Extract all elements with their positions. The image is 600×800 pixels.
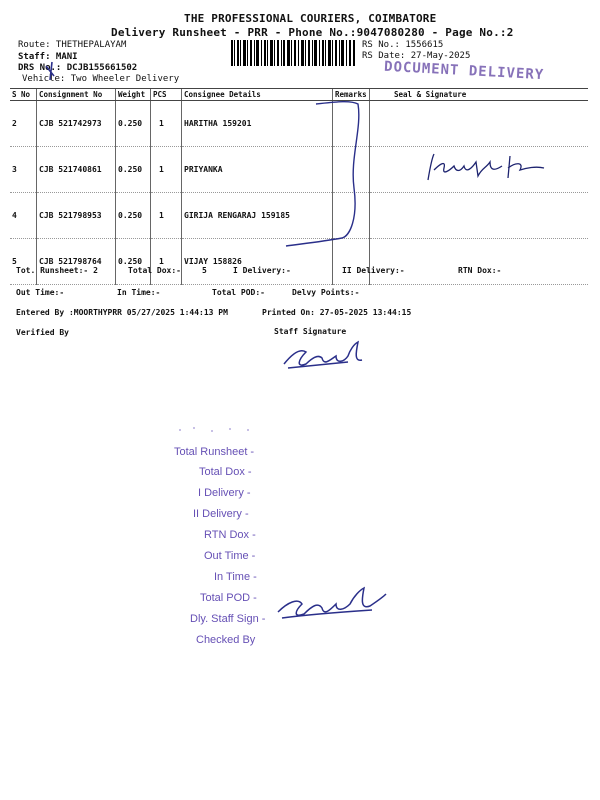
out-time-label: Out Time:-	[16, 288, 65, 297]
cell-seal-signature	[370, 193, 589, 239]
header-seal-signature: Seal & Signature	[370, 89, 589, 101]
cell-seal-signature	[370, 239, 589, 285]
header-weight: Weight	[116, 89, 151, 101]
recipient-signature-icon	[420, 150, 570, 190]
stamp-rtn-dox: RTN Dox -	[204, 529, 256, 541]
entered-by: Entered By :MOORTHYPRR 05/27/2025 1:44:13 PM	[16, 308, 228, 317]
drs-label: DRS No.: DCJB155661502	[18, 63, 138, 73]
delvy-points-label: Delvy Points:-	[292, 288, 360, 297]
stamp-i-delivery: I Delivery -	[198, 487, 251, 499]
stamp-checked-by: Checked By	[196, 634, 256, 646]
cell-consignment: CJB 521740861	[37, 147, 116, 193]
runsheet-subtitle: Delivery Runsheet - PRR - Phone No.:9047080280 - Page No.:2	[111, 26, 514, 39]
cell-sno: 4	[10, 193, 37, 239]
i-delivery-label: I Delivery:-	[233, 266, 291, 275]
cell-consignment: CJB 521798764	[37, 239, 116, 285]
header-consignee: Consignee Details	[182, 89, 333, 101]
barcode	[231, 40, 355, 66]
cell-weight: 0.250	[116, 239, 151, 285]
cell-pcs: 1	[151, 147, 182, 193]
header-remarks: Remarks	[333, 89, 370, 101]
stamp-out-time: Out Time -	[204, 550, 256, 562]
cell-pcs: 1	[151, 239, 182, 285]
total-pod-label: Total POD:-	[212, 288, 265, 297]
stamp-smudge-icon	[172, 420, 282, 440]
rs-number: RS No.: 1556615	[362, 40, 444, 50]
cell-sno: 2	[10, 101, 37, 147]
stamp-total-pod: Total POD -	[200, 592, 257, 604]
tick-mark-icon	[42, 60, 66, 82]
cell-pcs: 1	[151, 101, 182, 147]
route-label: Route: THETHEPALAYAM	[18, 40, 127, 50]
cell-consignee: HARITHA 159201	[182, 101, 333, 147]
verified-by-label: Verified By	[16, 328, 69, 337]
staff-signature-icon	[278, 338, 374, 376]
cell-weight: 0.250	[116, 147, 151, 193]
company-title: THE PROFESSIONAL COURIERS, COIMBATORE	[184, 12, 437, 25]
printed-on: Printed On: 27-05-2025 13:44:15	[262, 308, 412, 317]
header-consignment: Consignment No	[37, 89, 116, 101]
cell-seal-signature	[370, 101, 589, 147]
cell-weight: 0.250	[116, 193, 151, 239]
cell-consignment: CJB 521798953	[37, 193, 116, 239]
total-dox-value: 5	[202, 266, 207, 275]
staff-signature-label: Staff Signature	[274, 327, 347, 336]
rs-date: RS Date: 27-May-2025	[362, 51, 471, 61]
staff-label: Staff: MANI	[18, 52, 78, 62]
cell-weight: 0.250	[116, 101, 151, 147]
cell-sno: 5	[10, 239, 37, 285]
stamp-dly-staff-sign: Dly. Staff Sign -	[190, 613, 266, 625]
ii-delivery-label: II Delivery:-	[342, 266, 405, 275]
total-dox-label: Total Dox:-	[128, 266, 181, 275]
rtn-dox-label: RTN Dox:-	[458, 266, 502, 275]
cell-consignee: PRIYANKA	[182, 147, 333, 193]
stamp-total-dox: Total Dox -	[199, 466, 252, 478]
vehicle-label: Vehicle: Two Wheeler Delivery	[22, 74, 180, 84]
stamp-in-time: In Time -	[214, 571, 257, 583]
stamp-total-runsheet: Total Runsheet -	[174, 446, 255, 458]
document-delivery-stamp: DOCUMENT DELIVERY	[383, 58, 545, 84]
cell-consignment: CJB 521742973	[37, 101, 116, 147]
pen-bracket-mark	[280, 98, 370, 250]
stamp-ii-delivery: II Delivery -	[193, 508, 249, 520]
header-sno: S No	[10, 89, 37, 101]
in-time-label: In Time:-	[117, 288, 161, 297]
stamp-signature-icon	[272, 584, 392, 628]
cell-sno: 3	[10, 147, 37, 193]
header-pcs: PCS	[151, 89, 182, 101]
tot-runsheet: Tot. Runsheet:- 2	[16, 266, 98, 275]
cell-pcs: 1	[151, 193, 182, 239]
cell-consignee: VIJAY 158826	[182, 239, 333, 285]
cell-consignee: GIRIJA RENGARAJ 159185	[182, 193, 333, 239]
